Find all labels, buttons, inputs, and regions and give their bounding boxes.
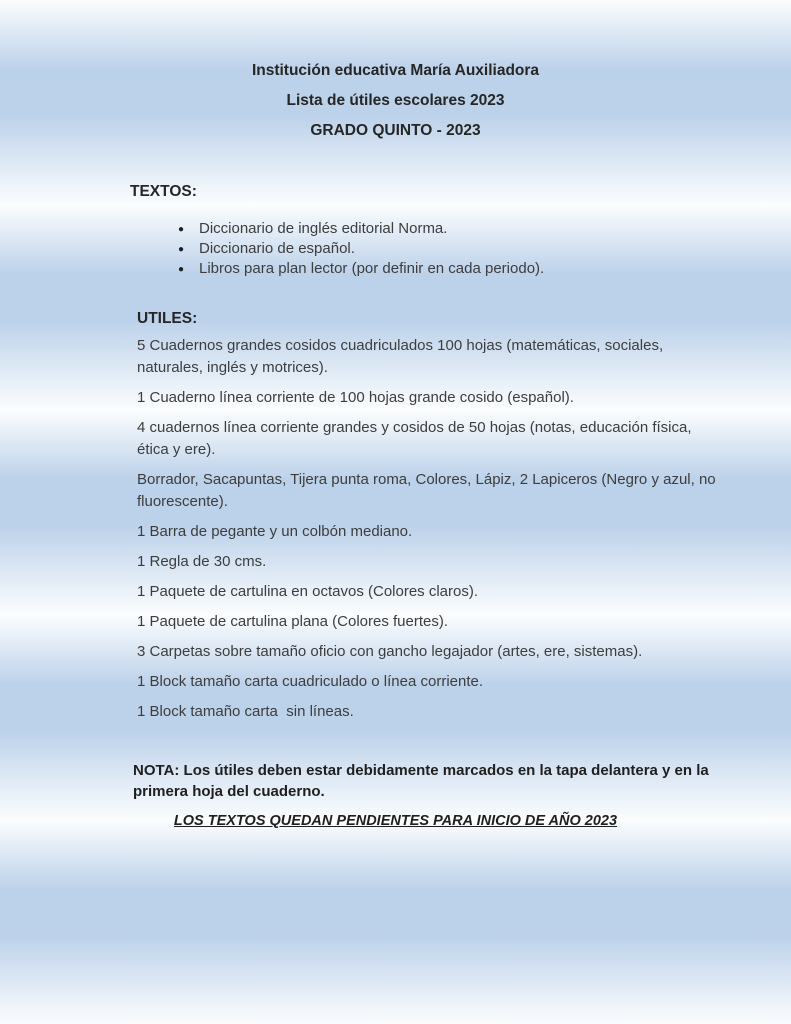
supply-item: 1 Regla de 30 cms. xyxy=(137,553,267,570)
utiles-list xyxy=(137,335,720,723)
supply-item: 1 Paquete de cartulina plana (Colores fuertes). xyxy=(137,613,449,630)
list-item-text: Libros para plan lector (por definir en cada periodo). xyxy=(199,260,545,277)
list-item xyxy=(178,239,791,259)
list-item-text: Diccionario de español. xyxy=(199,240,355,257)
grade-title: GRADO QUINTO - 2023 xyxy=(310,122,481,139)
supply-item: 1 Block tamaño carta sin líneas. xyxy=(137,703,354,720)
supply-item: 3 Carpetas sobre tamaño oficio con gancho legajador (artes, ere, sistemas). xyxy=(137,643,643,660)
textos-list xyxy=(178,219,791,279)
footer-notice: LOS TEXTOS QUEDAN PENDIENTES PARA INICIO DE AÑO 2023 xyxy=(173,813,618,829)
note-paragraph: NOTA: Los útiles deben estar debidamente marcados en la tapa delantera y en la primera hoja del cuaderno. xyxy=(133,762,713,800)
bullet-icon: ● xyxy=(178,244,185,255)
institution-title: Institución educativa María Auxiliadora xyxy=(251,62,540,79)
supply-item: Borrador, Sacapuntas, Tijera punta roma, Colores, Lápiz, 2 Lapiceros (Negro y azul, no fluorescente). xyxy=(137,471,720,510)
supply-item: 1 Paquete de cartulina en octavos (Colores claros). xyxy=(137,583,479,600)
supply-item: 4 cuadernos línea corriente grandes y cosidos de 50 hojas (notas, educación física, ética y ere). xyxy=(137,419,696,458)
supply-item: 1 Cuaderno línea corriente de 100 hojas grande cosido (español). xyxy=(137,389,574,406)
textos-section xyxy=(0,182,791,279)
list-item xyxy=(178,259,791,279)
document-header xyxy=(0,0,791,146)
list-item xyxy=(178,219,791,239)
utiles-heading: UTILES: xyxy=(137,310,198,327)
utiles-section xyxy=(0,309,791,723)
bullet-icon: ● xyxy=(178,224,185,235)
list-item-text: Diccionario de inglés editorial Norma. xyxy=(199,220,448,237)
textos-heading: TEXTOS: xyxy=(130,183,197,200)
bullet-icon: ● xyxy=(178,264,185,275)
supply-item: 5 Cuadernos grandes cosidos cuadriculados 100 hojas (matemáticas, sociales, naturales, inglés y motrices). xyxy=(137,337,668,376)
supply-item: 1 Block tamaño carta cuadriculado o línea corriente. xyxy=(137,673,484,690)
document-title: Lista de útiles escolares 2023 xyxy=(286,92,505,109)
supply-item: 1 Barra de pegante y un colbón mediano. xyxy=(137,523,413,540)
